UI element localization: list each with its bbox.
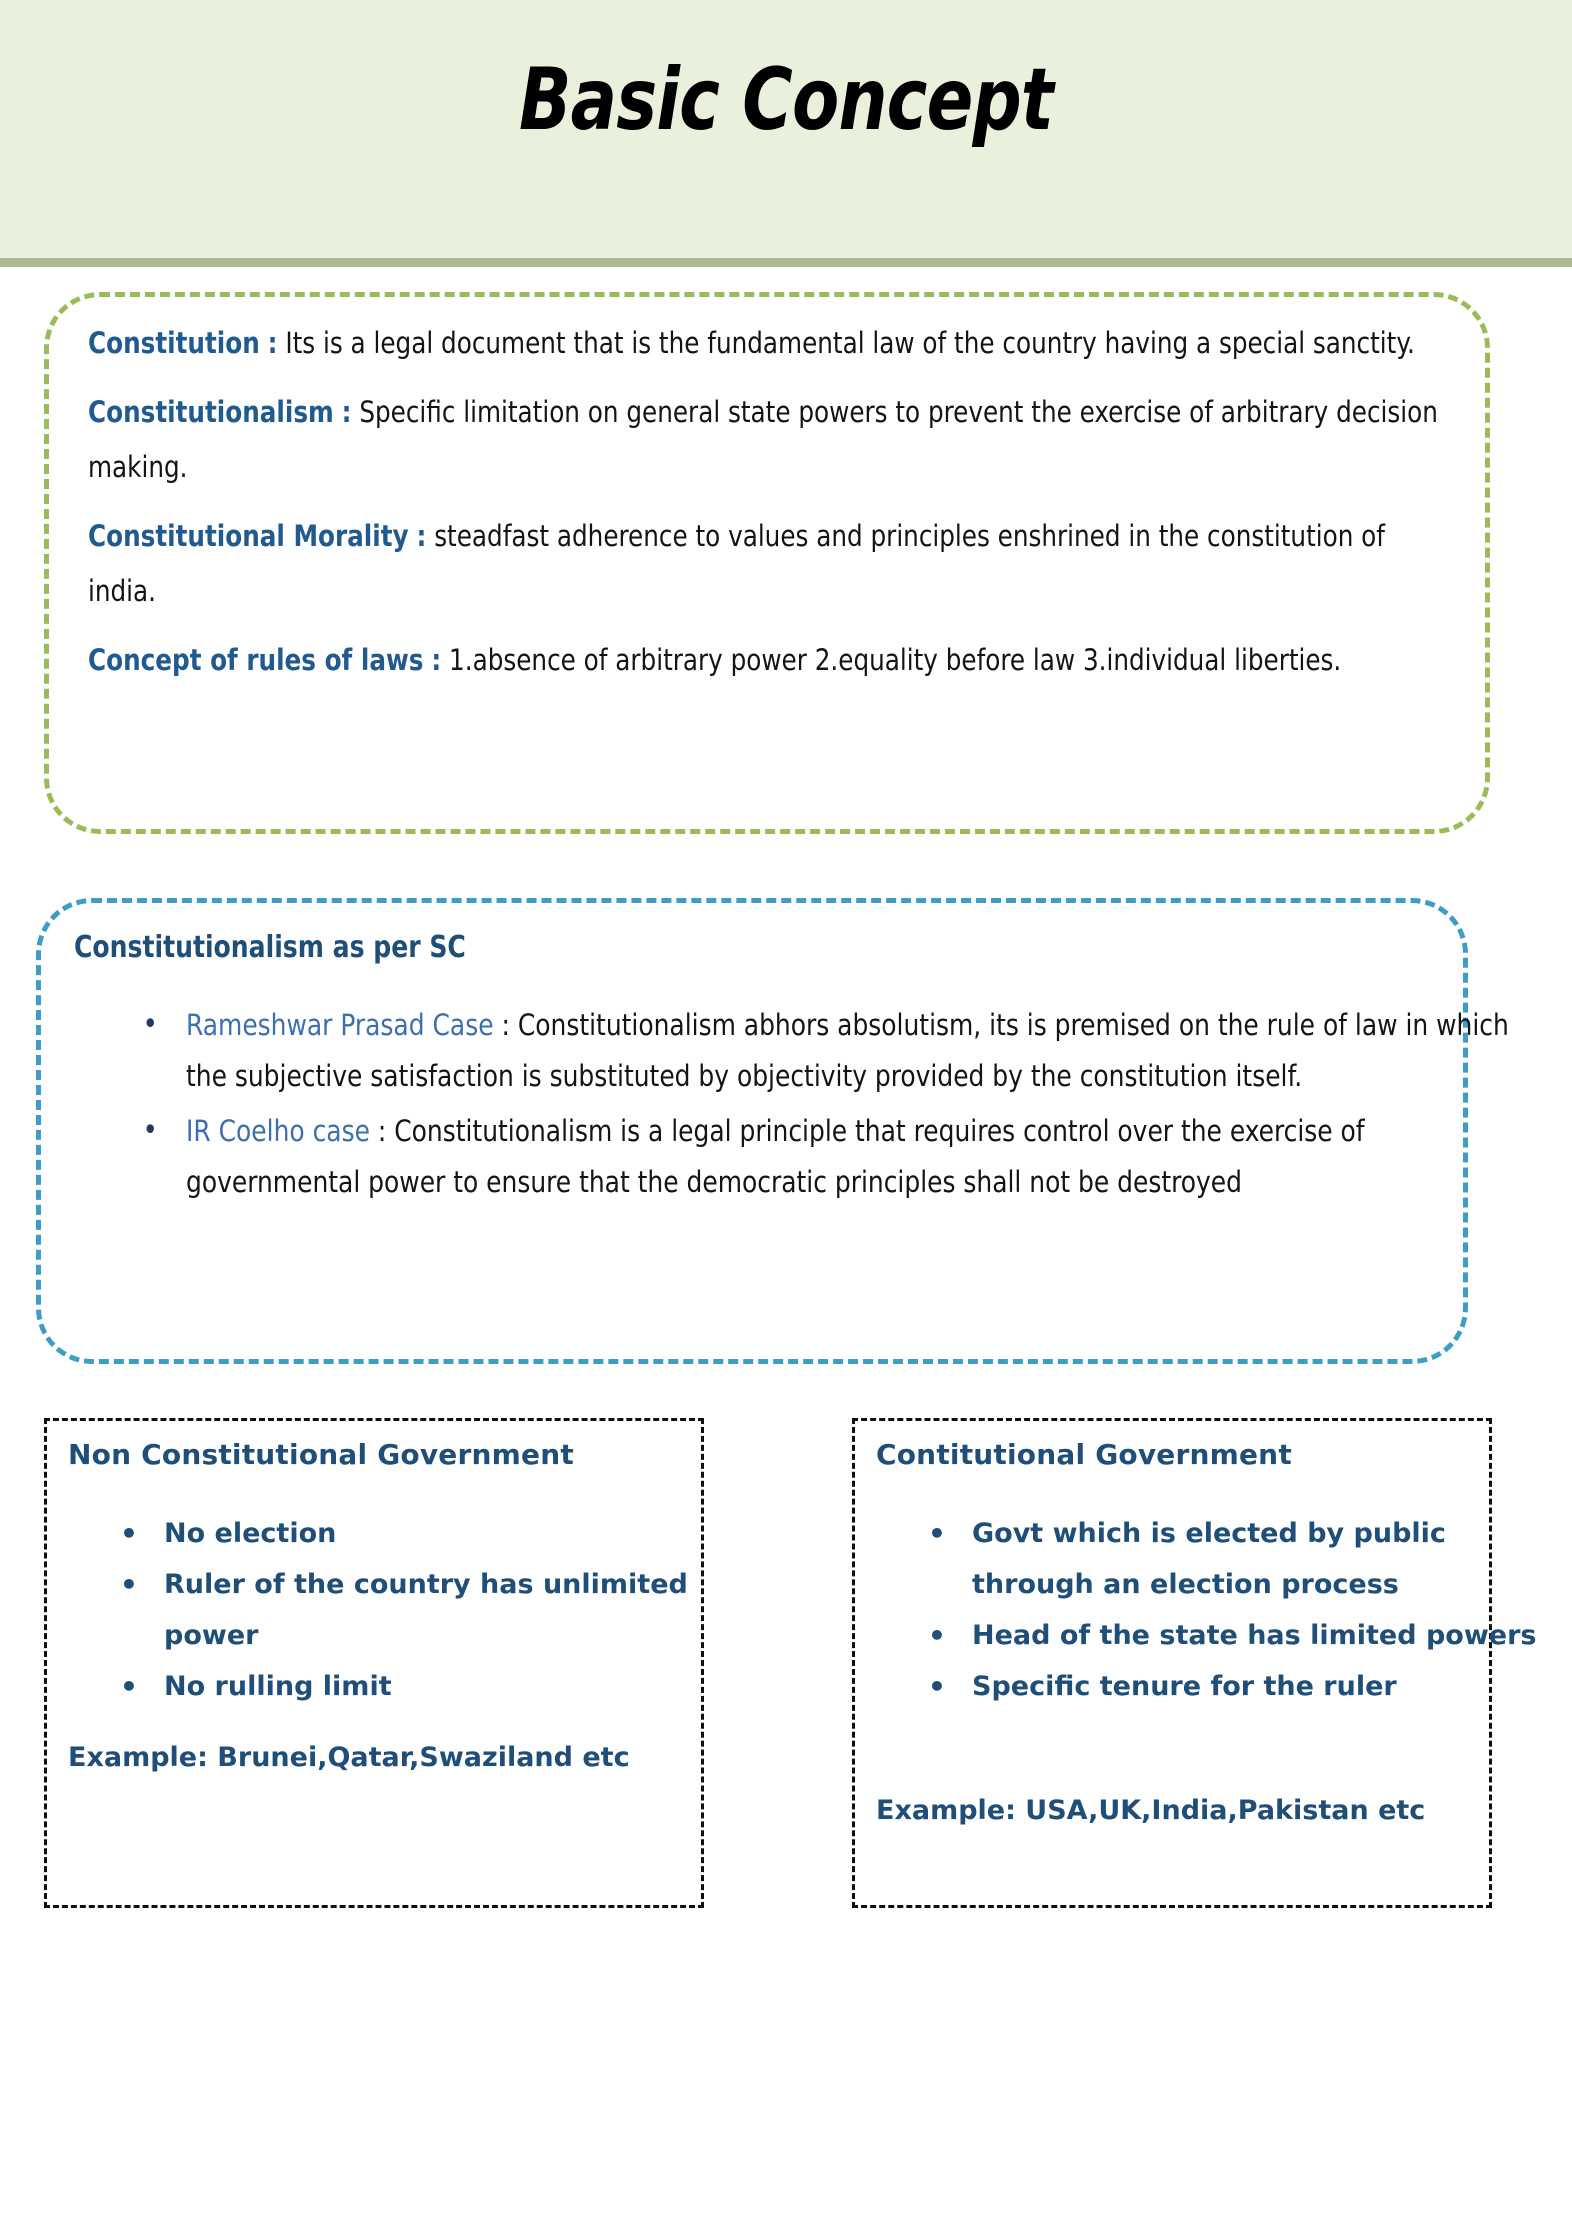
definition-term: Constitutionalism	[88, 395, 334, 429]
definition-item	[88, 316, 1441, 371]
list-item: • Head of the state has limited powers	[972, 1610, 1552, 1661]
list-item: • Govt which is elected by public through an election process	[972, 1508, 1552, 1610]
definition-separator: :	[416, 519, 427, 553]
constitutional-government-title: Contitutional Government	[876, 1438, 1292, 1471]
definition-term: Constitutional Morality	[88, 519, 409, 553]
non-constitutional-government-list	[68, 1508, 764, 1712]
definition-item	[88, 633, 1441, 688]
definition-text: steadfast adherence to values and principles enshrined in the constitution of india.	[88, 519, 1385, 608]
definition-term: Concept of rules of laws	[88, 643, 424, 677]
page-title: Basic Concept	[518, 50, 1054, 150]
list-item: • No rulling limit	[164, 1661, 764, 1712]
header-divider-rule	[0, 258, 1572, 267]
case-text: Constitutionalism abhors absolutism, its is premised on the rule of law in which the subjective satisfaction is substituted by objectivity provided by the constitution itself.	[186, 1008, 1509, 1093]
constitutional-government-example: Example: USA,UK,India,Pakistan etc	[876, 1795, 1426, 1826]
case-text: Constitutionalism is a legal principle that requires control over the exercise of governmental power to ensure that the democratic principles shall not be destroyed	[186, 1114, 1365, 1199]
definitions-content	[88, 316, 1448, 702]
definition-item	[88, 509, 1441, 619]
case-separator: :	[377, 1114, 387, 1148]
case-separator: :	[501, 1008, 510, 1042]
definition-text: 1.absence of arbitrary power 2.equality before law 3.individual liberties.	[449, 643, 1342, 677]
definition-text: Specific limitation on general state powers to prevent the exercise of arbitrary decision making.	[88, 395, 1438, 484]
definition-text: Its is a legal document that is the fundamental law of the country having a special sanctity.	[285, 326, 1415, 360]
definition-separator: :	[267, 326, 278, 360]
definition-separator: :	[431, 643, 442, 677]
definition-term: Constitution	[88, 326, 260, 360]
list-item	[186, 1000, 1521, 1102]
list-item: • Ruler of the country has unlimited power	[164, 1559, 764, 1661]
definition-item	[88, 385, 1441, 495]
list-item: • Specific tenure for the ruler	[972, 1661, 1552, 1712]
sc-case-list	[96, 1000, 1526, 1212]
list-item	[186, 1106, 1521, 1208]
list-item: • No election	[164, 1508, 764, 1559]
constitutional-government-list	[876, 1508, 1552, 1712]
case-name: IR Coelho case	[186, 1114, 370, 1148]
definition-separator: :	[341, 395, 352, 429]
sc-box-heading: Constitutionalism as per SC	[74, 930, 466, 965]
non-constitutional-government-example: Example: Brunei,Qatar,Swaziland etc	[68, 1742, 630, 1773]
non-constitutional-government-title: Non Constitutional Government	[68, 1438, 574, 1471]
case-name: Rameshwar Prasad Case	[186, 1008, 494, 1042]
